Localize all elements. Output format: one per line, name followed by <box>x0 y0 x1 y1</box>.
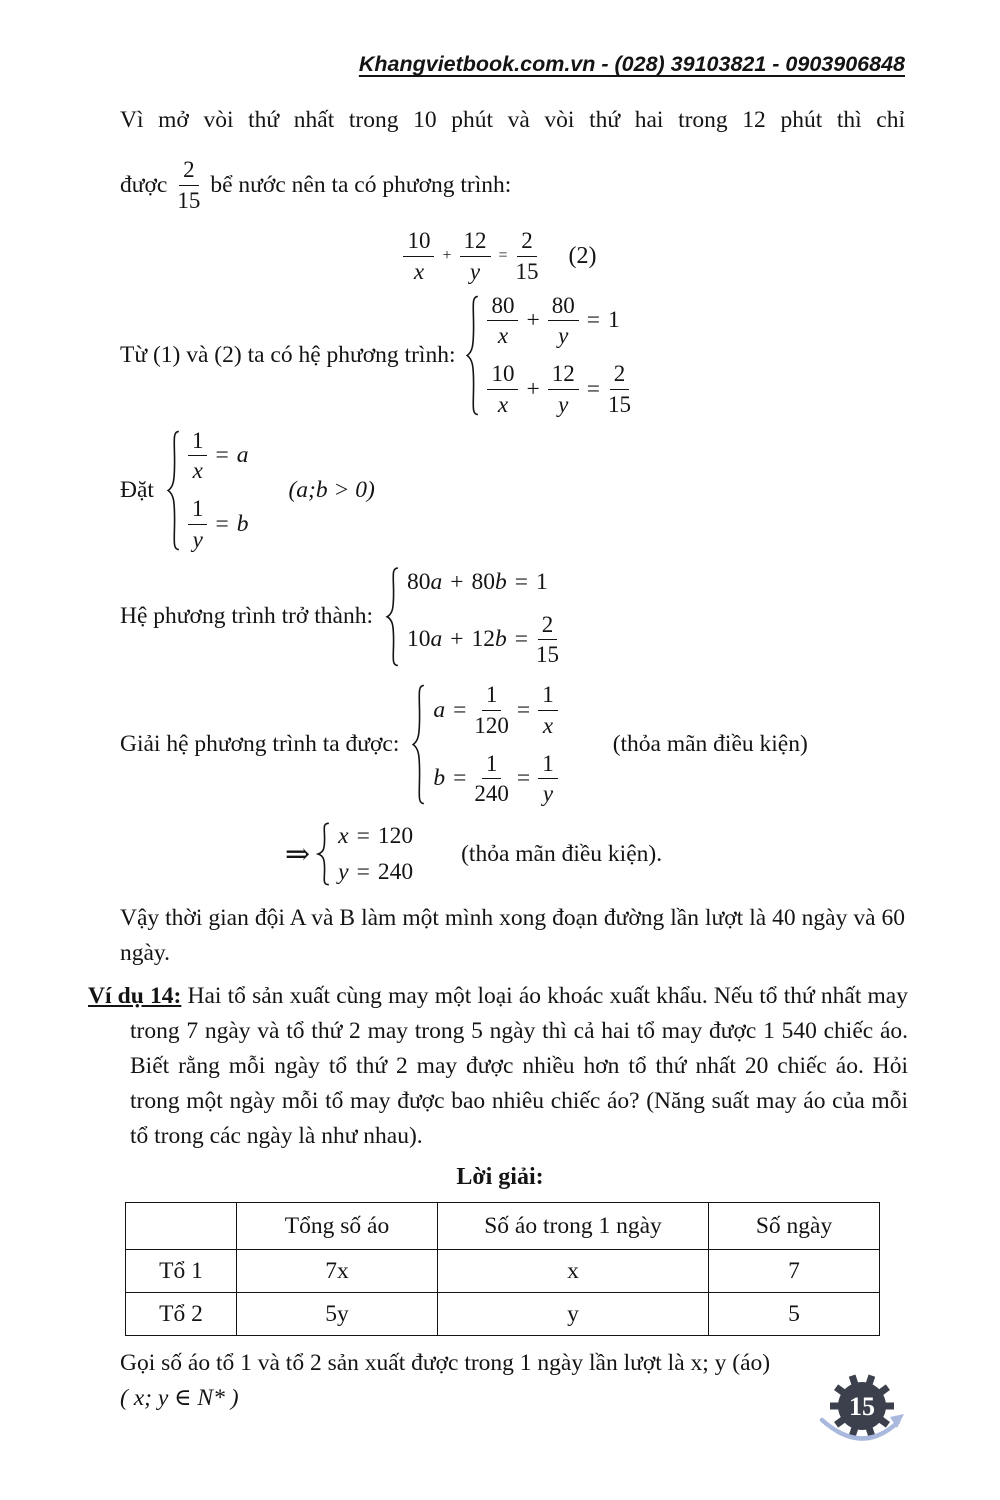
fraction-denominator: 240 <box>474 781 509 807</box>
math-operator: + <box>526 307 540 334</box>
paragraph-intro-line1: Vì mở vòi thứ nhất trong 10 phút và vòi thứ hai trong 12 phút thì chỉ <box>120 107 905 133</box>
paragraph-conclusion: Vậy thời gian đội A và B làm một mình xong đoạn đường lần lượt là 40 ngày và 60 ngày. <box>120 905 905 966</box>
fraction <box>538 682 558 739</box>
system-row <box>407 565 559 600</box>
fraction-numerator: 2 <box>517 228 537 257</box>
fraction <box>487 361 518 418</box>
page-number: 15 <box>849 1392 875 1421</box>
table-header-row <box>126 1203 880 1250</box>
equation-system <box>411 682 557 807</box>
fraction-denominator: y <box>469 258 481 284</box>
fraction <box>474 682 509 739</box>
fraction-numerator: 2 <box>610 361 630 390</box>
fraction <box>516 228 539 285</box>
fraction <box>188 496 208 553</box>
paragraph-intro-line2 <box>120 148 905 222</box>
header-contact-line: Khangvietbook.com.vn - (028) 39103821 - 0903906848 <box>358 52 905 76</box>
math-operator: = <box>215 442 229 469</box>
table-row <box>126 1250 880 1293</box>
fraction <box>403 228 434 285</box>
math-variable: a <box>236 442 249 469</box>
system-row <box>433 682 557 739</box>
brace-icon <box>465 294 480 417</box>
table-header-cell: Số áo trong 1 ngày <box>438 1203 709 1250</box>
fraction-denominator: x <box>497 323 509 349</box>
equation-system <box>166 428 249 553</box>
math-operator: + <box>450 568 464 595</box>
system-row <box>338 857 413 887</box>
paragraph-example-14 <box>88 979 908 1154</box>
fraction <box>188 428 208 485</box>
math-operator: + <box>442 247 452 265</box>
system-row <box>433 751 557 808</box>
math-value: 12 <box>471 626 495 653</box>
math-operator: = <box>586 375 601 402</box>
fraction-denominator: y <box>558 391 569 417</box>
table-cell: y <box>438 1293 709 1336</box>
table-cell: 7 <box>709 1250 880 1293</box>
math-variable: x <box>338 822 349 849</box>
example-text: Hai tổ sản xuất cùng may một loại áo khoác xuất khẩu. Nếu tổ thứ nhất may trong 7 ngày và tổ thứ 2 may trong 5 ngày thì cả hai tổ may được 1 540 chiếc áo. Biết rằng mỗi ngày tổ thứ 2 may được nhiều hơn tổ thứ nhất 20 chiếc áo. Hỏi trong một ngày mỗi tổ may được bao nhiêu chiếc áo? (Năng suất may áo của mỗi tổ trong các ngày là như nhau). <box>130 983 908 1149</box>
fraction-denominator: 15 <box>515 258 539 284</box>
fraction-numerator: 12 <box>548 361 579 390</box>
fraction-numerator: 12 <box>460 228 491 257</box>
fraction <box>487 293 518 350</box>
table-cell: Tổ 2 <box>126 1293 237 1336</box>
gear-icon <box>830 1376 894 1437</box>
math-operator: = <box>514 568 529 595</box>
fraction <box>460 228 491 285</box>
equation-system <box>465 293 631 418</box>
math-operator: + <box>526 375 540 402</box>
fraction <box>474 751 509 808</box>
brace-icon <box>166 429 181 552</box>
table-cell: Tổ 1 <box>126 1250 237 1293</box>
math-operator: + <box>450 626 464 653</box>
fraction-numerator: 1 <box>482 751 502 780</box>
math-value: 80 <box>471 568 495 595</box>
result-line <box>285 821 1000 887</box>
fraction-numerator: 1 <box>188 496 208 525</box>
math-value: 120 <box>377 822 414 849</box>
math-operator: = <box>356 858 370 885</box>
math-variable: a <box>430 626 443 653</box>
fraction-denominator: 15 <box>536 642 560 668</box>
table-cell: 5y <box>237 1293 438 1336</box>
math-variable: a <box>433 696 446 723</box>
fraction-numerator: 80 <box>548 293 579 322</box>
table-header-cell: Số ngày <box>709 1203 880 1250</box>
brace-icon <box>385 566 400 668</box>
table-cell: x <box>438 1250 709 1293</box>
math-variable: b <box>433 765 446 792</box>
brace-icon <box>316 822 331 886</box>
math-value: 80 <box>406 568 431 595</box>
system12-lead-text: Từ (1) và (2) ta có hệ phương trình: <box>120 341 456 368</box>
fraction-numerator: 1 <box>538 751 558 780</box>
substitution-line <box>120 428 905 553</box>
fraction-numerator: 2 <box>179 157 199 186</box>
subst-lead-text: Đặt <box>120 476 154 503</box>
fraction-numerator: 2 <box>538 612 558 641</box>
math-operator: = <box>516 696 531 723</box>
fraction-denominator: 120 <box>474 712 509 738</box>
table-header-cell <box>126 1203 237 1250</box>
math-operator: = <box>453 765 467 792</box>
math-operator: = <box>514 626 529 653</box>
math-operator: = <box>516 765 531 792</box>
fraction-denominator: x <box>542 712 554 738</box>
math-operator: = <box>586 307 601 334</box>
system-row <box>188 496 249 553</box>
condition-note: (thỏa mãn điều kiện). <box>461 840 663 867</box>
intro-pre-text: được <box>120 171 168 198</box>
fraction-numerator: 1 <box>188 428 208 457</box>
example-label: Ví dụ 14: <box>88 983 182 1009</box>
fraction <box>538 751 558 808</box>
fraction-denominator: y <box>542 781 554 807</box>
solve-lead-text: Giải hệ phương trình ta được: <box>120 731 400 757</box>
table-cell: 7x <box>237 1250 438 1293</box>
implies-arrow-icon: ⇒ <box>285 837 311 871</box>
system-ab-line <box>120 565 905 669</box>
equation-2 <box>0 228 1000 285</box>
math-operator: = <box>498 247 508 265</box>
math-operator: = <box>215 510 229 537</box>
system-ab-lead-text: Hệ phương trình trở thành: <box>120 602 373 629</box>
fraction <box>177 157 200 214</box>
page-header <box>120 52 905 77</box>
equation-label: (2) <box>568 242 597 269</box>
equation-system <box>385 565 559 669</box>
fraction-denominator: x <box>192 458 203 484</box>
fraction-numerator: 10 <box>487 361 518 390</box>
brace-icon <box>411 683 426 806</box>
condition-note: (a;b > 0) <box>288 476 375 503</box>
table-cell: 5 <box>709 1293 880 1336</box>
fraction-denominator: 15 <box>177 187 201 213</box>
math-variable: b <box>236 510 249 537</box>
system-from-1-2 <box>120 293 905 418</box>
fraction-numerator: 80 <box>487 293 518 322</box>
math-variable: b <box>495 626 507 653</box>
fraction <box>536 612 559 669</box>
fraction-numerator: 1 <box>482 682 502 711</box>
table-header-cell: Tổng số áo <box>237 1203 438 1250</box>
fraction-denominator: 15 <box>608 391 632 417</box>
system-row <box>188 428 249 485</box>
solution-table <box>125 1202 880 1336</box>
fraction-denominator: y <box>558 323 569 349</box>
solve-line <box>120 682 905 807</box>
table-row <box>126 1293 880 1336</box>
math-variable: b <box>495 568 507 595</box>
intro-post-text: bể nước nên ta có phương trình: <box>210 171 512 198</box>
fraction-denominator: y <box>192 526 203 552</box>
math-value: 240 <box>377 858 414 885</box>
page-number-badge <box>802 1366 922 1466</box>
fraction-denominator: x <box>497 391 509 417</box>
math-operator: = <box>356 822 370 849</box>
paragraph-closing: Gọi số áo tổ 1 và tổ 2 sản xuất được trong 1 ngày lần lượt là x; y (áo) <box>120 1350 771 1376</box>
math-variable: a <box>430 568 443 595</box>
fraction-numerator: 1 <box>538 682 558 711</box>
math-value: 1 <box>536 568 548 595</box>
system-row <box>487 293 631 350</box>
system-row <box>407 612 559 669</box>
equation-system <box>316 821 413 887</box>
fraction <box>608 361 631 418</box>
fraction-numerator: 10 <box>403 228 434 257</box>
fraction <box>548 293 579 350</box>
solution-heading: Lời giải: <box>456 1164 544 1190</box>
system-row <box>487 361 631 418</box>
system-row <box>338 821 413 851</box>
fraction <box>548 361 579 418</box>
math-value: 10 <box>406 626 431 653</box>
fraction-denominator: x <box>413 258 425 284</box>
math-operator: = <box>453 696 467 723</box>
math-variable: y <box>338 858 349 885</box>
paragraph-domain-condition: ( x; y ∈ N* ) <box>120 1385 239 1411</box>
math-value: 1 <box>608 307 620 334</box>
condition-note: (thỏa mãn điều kiện) <box>612 731 808 757</box>
